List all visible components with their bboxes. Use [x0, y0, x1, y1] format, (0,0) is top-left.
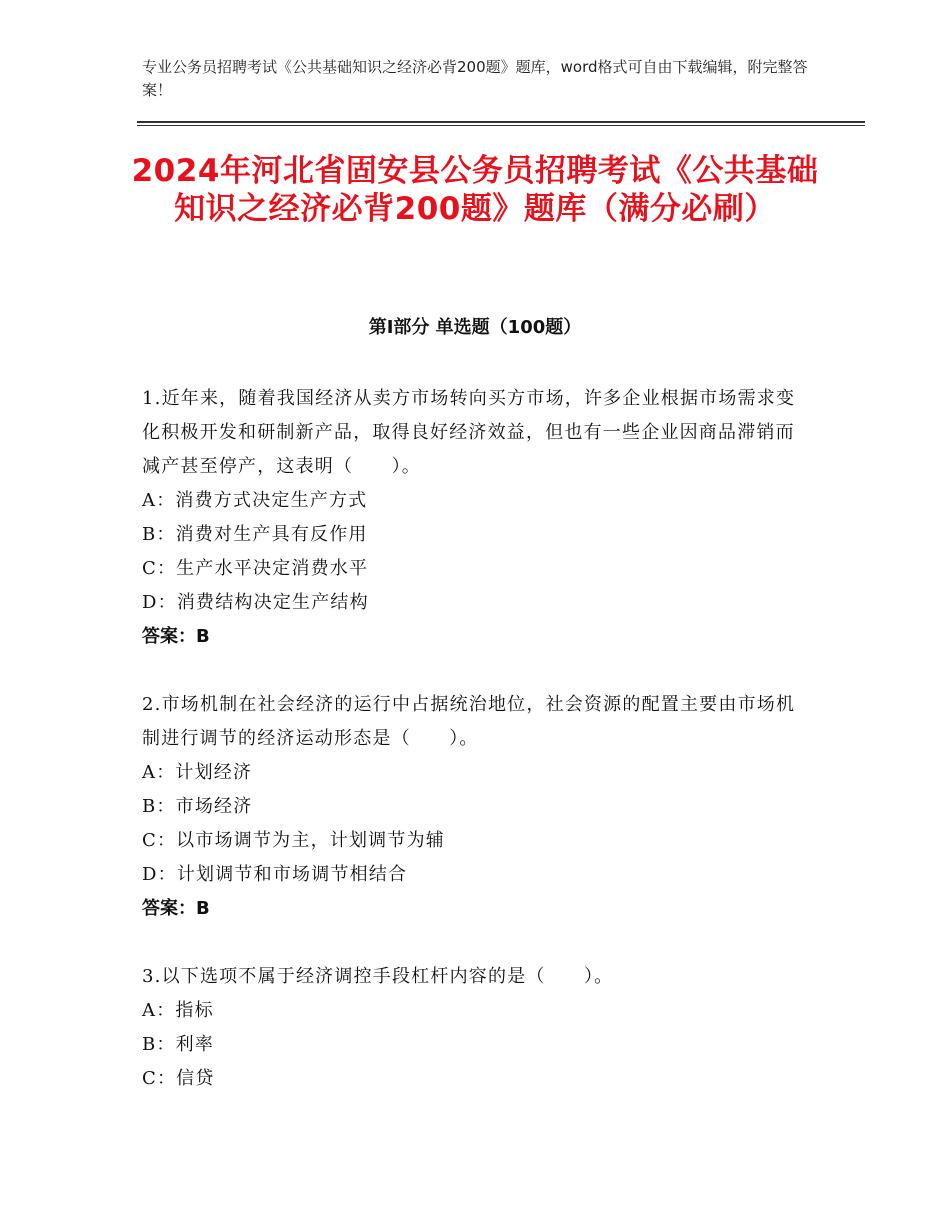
option-a: A：计划经济 — [142, 762, 253, 783]
header-rule-thin — [137, 125, 865, 126]
question-list — [142, 382, 807, 1096]
option-d: D：计划调节和市场调节相结合 — [142, 864, 408, 885]
question-1 — [142, 382, 807, 654]
option-c: C：以市场调节为主，计划调节为辅 — [142, 830, 445, 851]
option-b: B：市场经济 — [142, 796, 253, 817]
answer-value: B — [196, 898, 210, 919]
option-c: C：信贷 — [142, 1068, 215, 1089]
question-text: 3.以下选项不属于经济调控手段杠杆内容的是（ ）。 — [142, 966, 614, 987]
question-2 — [142, 688, 807, 926]
answer-value: B — [196, 626, 210, 647]
header-rule — [137, 121, 865, 123]
question-3 — [142, 960, 807, 1096]
option-b: B：利率 — [142, 1034, 215, 1055]
question-text: 2.市场机制在社会经济的运行中占据统治地位，社会资源的配置主要由市场机制进行调节的经济运动形态是（ ）。 — [142, 694, 796, 749]
answer-label: 答案： — [142, 626, 196, 647]
section-heading: 第Ⅰ部分 单选题（100题） — [368, 317, 582, 338]
question-text: 1.近年来，随着我国经济从卖方市场转向买方市场，许多企业根据市场需求变化积极开发和研制新产品，取得良好经济效益，但也有一些企业因商品滞销而减产甚至停产，这表明（ ）。 — [142, 388, 796, 477]
answer-line — [142, 892, 807, 926]
answer-label: 答案： — [142, 898, 196, 919]
document-title: 2024年河北省固安县公务员招聘考试《公共基础知识之经济必背200题》题库（满分必刷） — [131, 153, 819, 227]
option-d: D：消费结构决定生产结构 — [142, 592, 369, 613]
option-a: A：指标 — [142, 1000, 214, 1021]
header-note: 专业公务员招聘考试《公共基础知识之经济必背200题》题库，word格式可自由下载编辑，附完整答案！ — [142, 58, 808, 99]
option-a: A：消费方式决定生产方式 — [142, 490, 368, 511]
option-c: C：生产水平决定消费水平 — [142, 558, 369, 579]
option-b: B：消费对生产具有反作用 — [142, 524, 368, 545]
answer-line — [142, 620, 807, 654]
